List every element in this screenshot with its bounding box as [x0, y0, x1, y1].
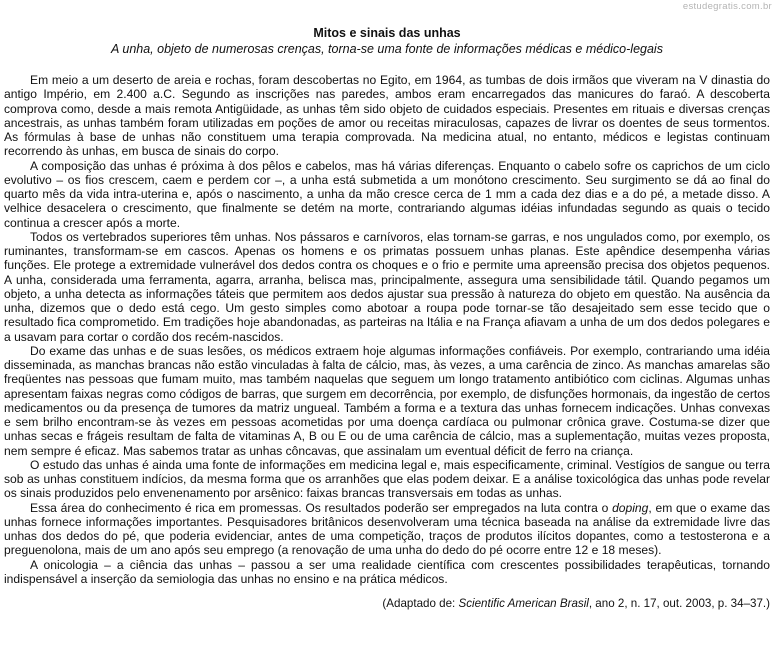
paragraph-2: A composição das unhas é próxima à dos pêlos e cabelos, mas há várias diferenças. Enquanto o cabelo sofre os caprichos de um ciclo evolutivo – os fios crescem, caem e perdem cor –, a unha está submetida a um monótono crescimento. Seu surgimento se dá ao final do quarto mês da vida intra-uterina e, após o nascimento, a unha da mão cresce cerca de 1 mm a cada dez dias e a do pé, a metade disso. A velhice desacelera o crescimento, que finalmente se detém na morte, contrariando algumas idéias infundadas segundo as quais o tecido continua a crescer após a morte.: [4, 158, 770, 230]
doping-term: doping: [612, 500, 649, 515]
paragraph-3: Todos os vertebrados superiores têm unhas. Nos pássaros e carnívoros, elas tornam-se garras, e nos ungulados como, por exemplo, os ruminantes, transformam-se em cascos. Apenas os homens e os primatas possuem unhas planas. Este apêndice desempenha várias funções. Ele protege a extremidade vulnerável dos dedos contra os choques e o frio e permite uma apreensão precisa dos objetos pequenos. A unha, considerada uma ferramenta, agarra, arranha, belisca mas, principalmente, assegura uma sensibilidade tátil. Quando pegamos um objeto, a unha detecta as informações táteis que permitem aos dedos ajustar sua pressão à natureza do objeto em questão. Na ausência da unha, dizemos que o dedo está cego. Um gesto simples como abotoar a roupa pode tornar-se tão desajeitado sem esse tecido que o resultado fica comprometido. Em tradições hoje abandonadas, as parteiras na Itália e na França afiavam a unha de um dos dedos polegares e a usavam para cortar o cordão dos recém-nascidos.: [4, 229, 770, 344]
paragraph-5: O estudo das unhas é ainda uma fonte de informações em medicina legal e, mais especificamente, criminal. Vestígios de sangue ou terra sob as unhas constituem indícios, da mesma forma que os arranhões que elas podem deixar. E a análise toxicológica das unhas pode revelar os sinais produzidos pelo envenenamento por arsênico: faixas brancas transversais em todas as unhas.: [4, 457, 770, 501]
article-title: Mitos e sinais das unhas: [313, 26, 461, 40]
source-suffix: , ano 2, n. 17, out. 2003, p. 34–37.): [588, 597, 770, 610]
paragraph-7: A onicologia – a ciência das unhas – passou a ser uma realidade científica com crescentes possibilidades terapêuticas, tornando indispensável a inserção da semiologia das unhas no ensino e na prática médicos.: [4, 557, 770, 586]
paragraph-4: Do exame das unhas e de suas lesões, os médicos extraem hoje algumas informações confiáveis. Por exemplo, contrariando uma idéia disseminada, as manchas brancas não estão vinculadas à falta de cálcio, mas, às vezes, a uma carência de zinco. As manchas amarelas são freqüentes nas pessoas que fumam muito, mas também naquelas que seguem um longo tratamento antibiótico com ciclinas. Algumas unhas apresentam faixas negras como códigos de barras, que surgem em decorrência, por exemplo, de disfunções hormonais, da ingestão de certos medicamentos ou da presença de tumores da matriz ungueal. Também a forma e a textura das unhas fornecem indicações. Unhas convexas e sem brilho encontram-se às vezes em pessoas acometidas por uma doença cardíaca ou pulmonar crônica grave. Costuma-se dizer que unhas secas e frágeis resultam de falta de vitaminas A, B ou E ou de uma carência de cálcio, mas a suplementação, muitas vezes proposta, nem sempre é eficaz. Mas sabemos tratar as unhas côncavas, que assinalam um eventual déficit de ferro na criança.: [4, 343, 770, 458]
source-citation: [4, 597, 770, 611]
paragraph-6: Essa área do conhecimento é rica em promessas. Os resultados poderão ser empregados na luta contra o doping, em que o exame das unhas fornece informações importantes. Pesquisadores britânicos desenvolveram uma técnica baseada na análise da extremidade livre das unhas dos dedos do pé, que poderia evidenciar, antes de uma competição, traços de produtos ilícitos dopantes, como a testosterona e a preguenolona, mais de um ano após seu emprego (a renovação de uma unha do dedo do pé ocorre entre 12 e 18 meses).: [4, 500, 770, 558]
source-prefix: (Adaptado de:: [382, 597, 459, 610]
source-publication: Scientific American Brasil: [458, 597, 589, 610]
paragraph-1: Em meio a um deserto de areia e rochas, foram descobertas no Egito, em 1964, as tumbas de dois irmãos que viveram na V dinastia do antigo Império, em 2.400 a.C. Segundo as inscrições nas paredes, ambos eram encarregados das manicures do faraó. A descoberta comprova como, desde a mais remota Antigüidade, as unhas têm sido objeto de cuidados especiais. Presentes em rituais e diversas crenças ancestrais, as unhas também foram utilizadas em poções de amor ou receitas miraculosas, capazes de livrar os doentes de seus tormentos. As fórmulas à base de unhas não constituem uma terapia comprovada. Na medicina atual, no entanto, médicos e legistas continuam recorrendo às unhas, em busca de sinais do corpo.: [4, 73, 770, 159]
site-watermark: estudegratis.com.br: [682, 1, 772, 12]
article-subtitle: A unha, objeto de numerosas crenças, torna-se uma fonte de informações médicas e médico-legais: [111, 42, 663, 56]
article: [4, 25, 770, 611]
